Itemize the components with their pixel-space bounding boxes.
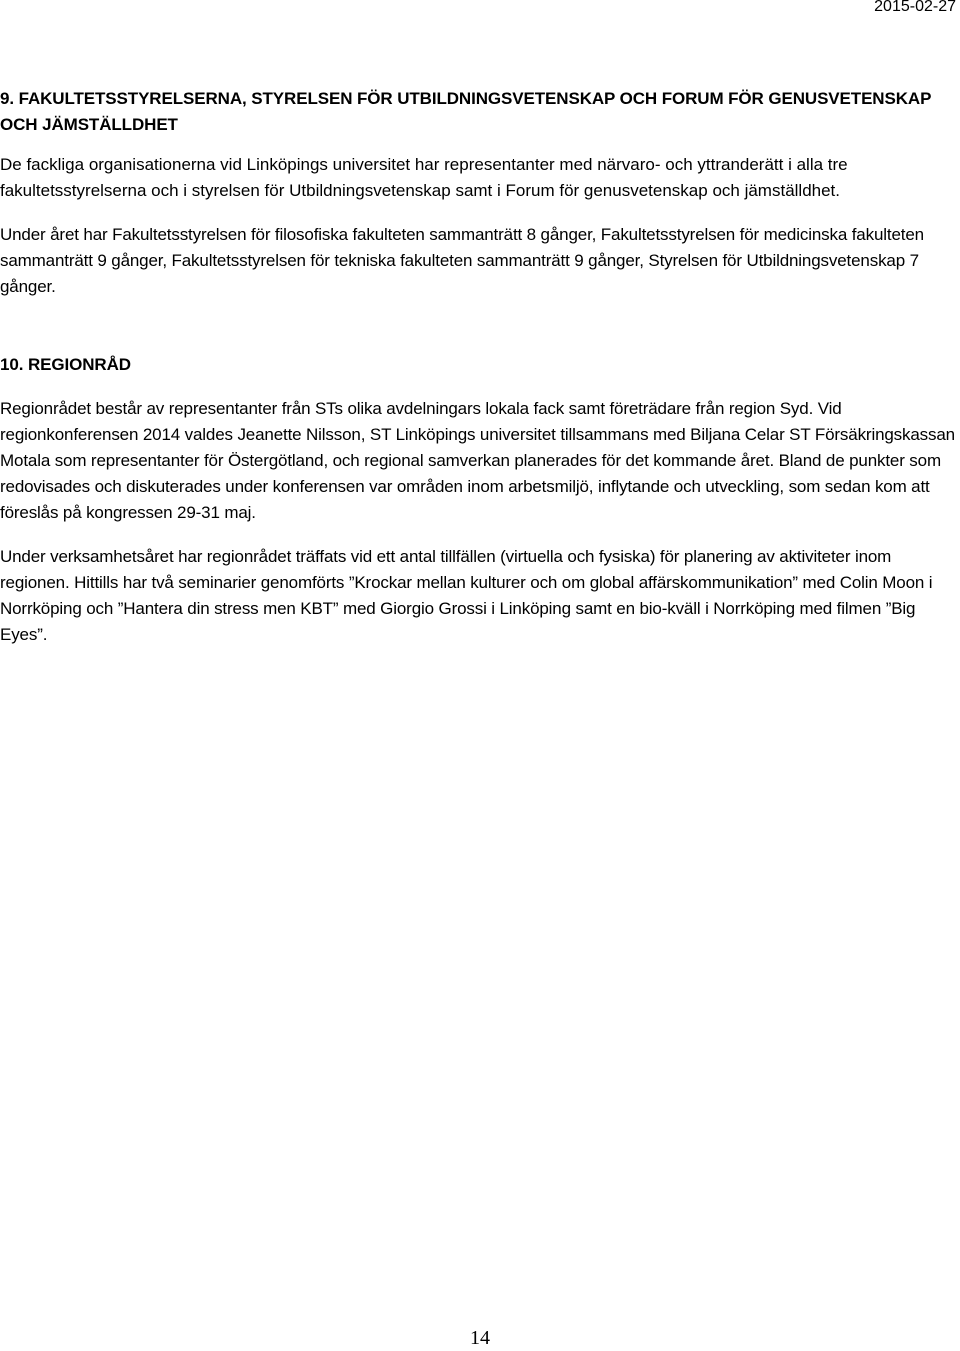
section-10-heading: 10. REGIONRÅD: [0, 355, 131, 374]
section-9-paragraph-1: De fackliga organisationerna vid Linköpings universitet har representanter med närvaro- och yttranderätt i alla tre fakultetsstyrelserna och i styrelsen för Utbildningsvetenskap samt i Forum för genusvetenskap och jämställdhet.: [0, 155, 848, 200]
section-9-paragraph-2: Under året har Fakultetsstyrelsen för filosofiska fakulteten sammanträtt 8 gånger, Fakultetsstyrelsen för medicinska fakulteten sammanträtt 9 gånger, Fakultetsstyrelsen för tekniska fakulteten sammanträtt 9 gånger, Styrelsen för Utbildningsvetenskap 7 gånger.: [0, 225, 924, 296]
document-date: 2015-02-27: [874, 0, 956, 15]
section-9-heading: 9. FAKULTETSSTYRELSERNA, STYRELSEN FÖR UTBILDNINGSVETENSKAP OCH FORUM FÖR GENUSVETENSKAP OCH JÄMSTÄLLDHET: [0, 89, 932, 134]
section-10-paragraph-2: Under verksamhetsåret har regionrådet träffats vid ett antal tillfällen (virtuella och fysiska) för planering av aktiviteter inom regionen. Hittills har två seminarier genomförts ”Krockar mellan kulturer och om global affärskommunikation” med Colin Moon i Norrköping och ”Hantera din stress men KBT” med Giorgio Grossi i Linköping samt en bio-kväll i Norrköping med filmen ”Big Eyes”.: [0, 547, 933, 644]
document-body: [0, 86, 958, 666]
section-10-paragraph-1: Regionrådet består av representanter från STs olika avdelningars lokala fack samt företrädare från region Syd. Vid regionkonferensen 2014 valdes Jeanette Nilsson, ST Linköpings universitet tillsammans med Biljana Celar ST Försäkringskassan Motala som representanter för Östergötland, och regional samverkan planerades för det kommande året. Bland de punkter som redovisades och diskuterades under konferensen var områden inom arbetsmiljö, inflytande och utveckling, som sedan kom att föreslås på kongressen 29-31 maj.: [0, 399, 955, 522]
page-number: 14: [470, 1327, 490, 1349]
